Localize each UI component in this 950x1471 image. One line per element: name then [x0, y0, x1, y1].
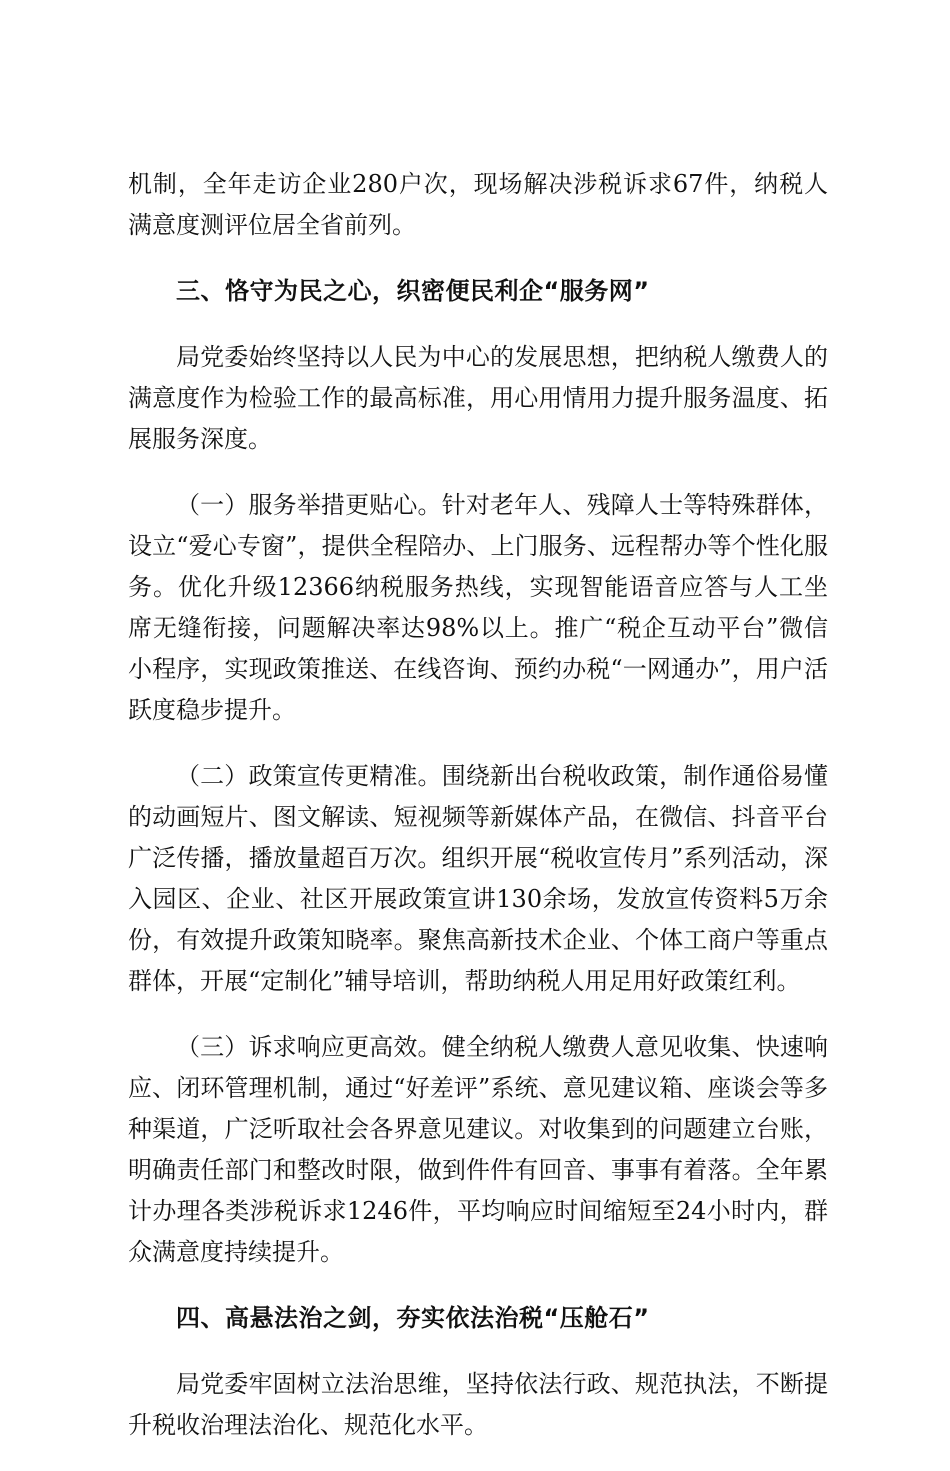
paragraph-appeal-response: （三）诉求响应更高效。健全纳税人缴费人意见收集、快速响应、闭环管理机制，通过“好差评”系统、意见建议箱、座谈会等多种渠道，广泛听取社会各界意见建议。对收集到的问题建立台账，明确责任部门和整改时限，做到件件有回音、事事有着落。全年累计办理各类涉税诉求1246件，平均响应时间缩短至24小时内，群众满意度持续提升。 [128, 1033, 828, 1266]
document-body [128, 164, 828, 1471]
section-heading-3: 三、恪守为民之心，织密便民利企“服务网” [176, 277, 650, 305]
paragraph-section-4-intro: 局党委牢固树立法治思维，坚持依法行政、规范执法，不断提升税收治理法治化、规范化水平。 [128, 1370, 828, 1439]
paragraph-continued: 机制，全年走访企业280户次，现场解决涉税诉求67件，纳税人满意度测评位居全省前列。 [128, 170, 828, 239]
paragraph-policy-publicity: （二）政策宣传更精准。围绕新出台税收政策，制作通俗易懂的动画短片、图文解读、短视频等新媒体产品，在微信、抖音平台广泛传播，播放量超百万次。组织开展“税收宣传月”系列活动，深入园区、企业、社区开展政策宣讲130余场，发放宣传资料5万余份，有效提升政策知晓率。聚焦高新技术企业、个体工商户等重点群体，开展“定制化”辅导培训，帮助纳税人用足用好政策红利。 [128, 762, 828, 995]
paragraph-service-measures: （一）服务举措更贴心。针对老年人、残障人士等特殊群体，设立“爱心专窗”，提供全程陪办、上门服务、远程帮办等个性化服务。优化升级12366纳税服务热线，实现智能语音应答与人工坐席无缝衔接，问题解决率达98%以上。推广“税企互动平台”微信小程序，实现政策推送、在线咨询、预约办税“一网通办”，用户活跃度稳步提升。 [128, 491, 828, 724]
section-heading-4: 四、高悬法治之剑，夯实依法治税“压舱石” [176, 1304, 650, 1332]
paragraph-section-3-intro: 局党委始终坚持以人民为中心的发展思想，把纳税人缴费人的满意度作为检验工作的最高标准，用心用情用力提升服务温度、拓展服务深度。 [128, 343, 828, 453]
